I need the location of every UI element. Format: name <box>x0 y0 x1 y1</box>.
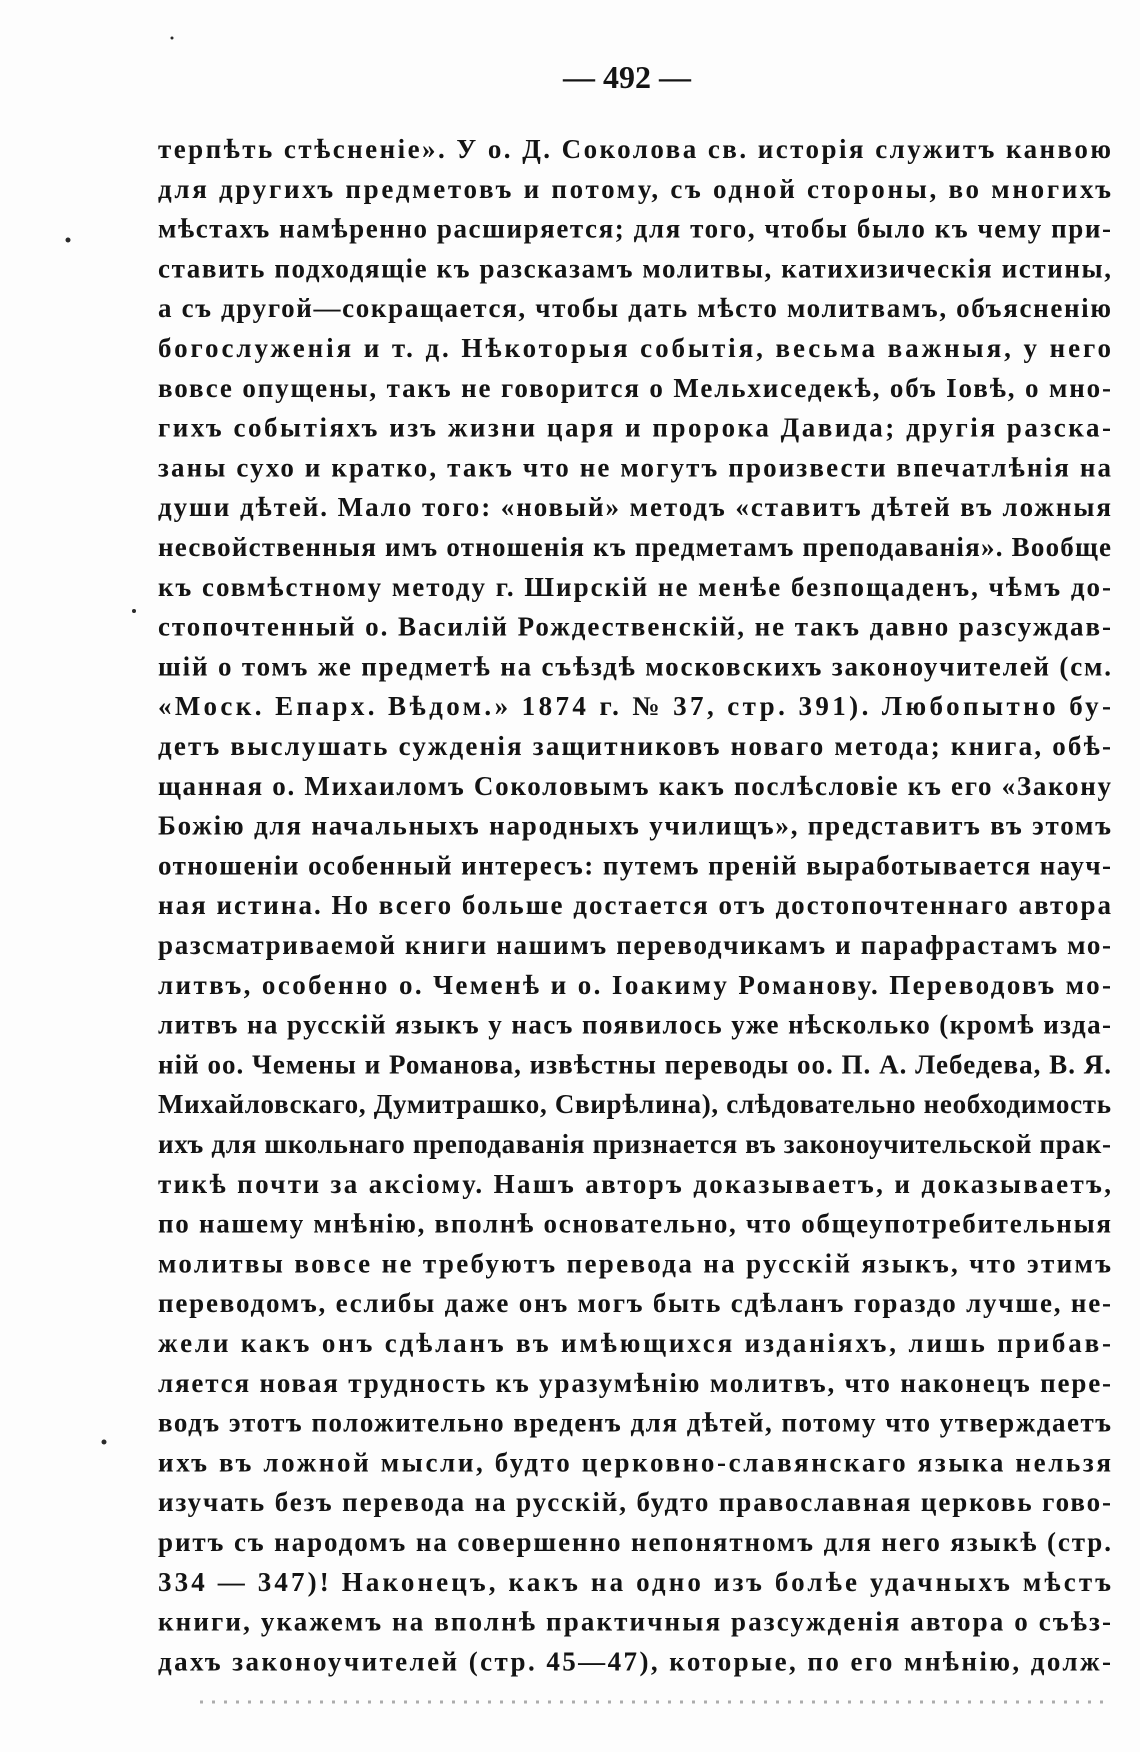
margin-speck <box>132 609 136 613</box>
text-line: 334 — 347)! Наконецъ, какъ на одно изъ болѣе удачныхъ мѣстъ <box>158 1566 1111 1597</box>
text-line: гихъ событіяхъ изъ жизни царя и пророка Давида; другія разска- <box>158 412 1111 443</box>
text-line: ставить подходящіе къ разсказамъ молитвы, катихизическія истины, <box>158 253 1111 284</box>
text-line: отношеніи особенный интересъ: путемъ преній выработывается науч- <box>158 850 1111 881</box>
text-line: тикѣ почти за аксіому. Нашъ авторъ доказываетъ, и доказываетъ, <box>158 1168 1111 1199</box>
text-line: детъ выслушать сужденія защитниковъ новаго метода; книга, обѣ- <box>158 731 1111 761</box>
text-line: «Моск. Епарх. Вѣдом.» 1874 г. № 37, стр. 391). Любопытно бу- <box>158 691 1111 722</box>
text-line: Божію для начальныхъ народныхъ училищъ», представитъ въ этомъ <box>158 810 1111 841</box>
margin-speck <box>171 37 174 40</box>
text-line: вовсе опущены, такъ не говорится о Мельхиседекѣ, объ Іовѣ, о мно- <box>158 372 1111 403</box>
text-line: богослуженія и т. д. Нѣкоторыя событія, весьма важныя, у него <box>158 333 1111 363</box>
text-line: ихъ для школьнаго преподаванія признается въ законоучительской прак- <box>158 1129 1111 1159</box>
text-line: терпѣть стѣсненіе». У о. Д. Соколова св. исторія служитъ канвою <box>158 134 1111 164</box>
text-line: книги, укажемъ на вполнѣ практичныя разсужденія автора о съѣз- <box>158 1606 1111 1637</box>
text-line: шій о томъ же предметѣ на съѣздѣ московскихъ законоучителей (см. <box>158 651 1111 682</box>
page-number: — 492 — <box>563 59 691 95</box>
text-line: ритъ съ народомъ на совершенно непонятномъ для него языкѣ (стр. <box>158 1527 1111 1557</box>
text-line: стопочтенный о. Василій Рождественскій, не такъ давно разсуждав- <box>158 611 1111 642</box>
text-line: дахъ законоучителей (стр. 45—47), которые, по его мнѣнію, долж- <box>158 1646 1111 1677</box>
text-line: Михайловскаго, Думитрашко, Свирѣлина), слѣдовательно необходимость <box>158 1089 1111 1120</box>
text-line: мѣстахъ намѣренно расширяется; для того, чтобы было къ чему при- <box>158 213 1111 244</box>
text-line: литвъ на русскій языкъ у насъ появилось уже нѣсколько (кромѣ изда- <box>158 1009 1111 1040</box>
text-line: по нашему мнѣнію, вполнѣ основательно, что общеупотребительныя <box>158 1208 1112 1239</box>
text-line: заны сухо и кратко, такъ что не могутъ произвести впечатлѣнія на <box>158 452 1111 483</box>
text-line: молитвы вовсе не требуютъ перевода на русскій языкъ, что этимъ <box>158 1248 1111 1279</box>
text-line: ляется новая трудность къ уразумѣнію молитвъ, что наконецъ пере- <box>158 1367 1111 1398</box>
text-line: несвойственныя имъ отношенія къ предметамъ преподаванія». Вообще <box>158 532 1111 562</box>
text-line: щанная о. Михаиломъ Соколовымъ какъ послѣсловіе къ его «Закону <box>158 770 1111 801</box>
text-line: къ совмѣстному методу г. Ширскій не менѣе безпощаденъ, чѣмъ до- <box>158 571 1111 602</box>
text-line: ній оо. Чемены и Романова, извѣстны переводы оо. П. А. Лебедева, В. Я. <box>158 1049 1111 1080</box>
body-text <box>158 134 1112 1676</box>
text-line: души дѣтей. Мало того: «новый» методъ «ставитъ дѣтей въ ложныя <box>158 492 1111 523</box>
text-line: разсматриваемой книги нашимъ переводчикамъ и парафрастамъ мо- <box>158 930 1111 960</box>
margin-speck <box>66 238 71 243</box>
text-line: для другихъ предметовъ и потому, съ одной стороны, во многихъ <box>158 173 1111 204</box>
text-line: ная истина. Но всего больше достается отъ достопочтеннаго автора <box>158 890 1111 921</box>
text-line: изучать безъ перевода на русскій, будто православная церковь гово- <box>158 1487 1111 1518</box>
text-line: жели какъ онъ сдѣланъ въ имѣющихся изданіяхъ, лишь прибав- <box>158 1328 1111 1358</box>
text-line: а съ другой—сокращается, чтобы дать мѣсто молитвамъ, объясненію <box>158 293 1111 324</box>
text-line: ихъ въ ложной мысли, будто церковно-славянскаго языка нельзя <box>158 1447 1111 1478</box>
margin-speck <box>102 1440 107 1445</box>
text-line: водъ этотъ положительно вреденъ для дѣтей, потому что утверждаетъ <box>158 1407 1111 1438</box>
text-line: литвъ, особенно о. Чеменѣ и о. Іоакиму Романову. Переводовъ мо- <box>158 969 1111 1000</box>
text-line: переводомъ, еслибы даже онъ могъ быть сдѣланъ гораздо лучше, не- <box>158 1288 1111 1319</box>
